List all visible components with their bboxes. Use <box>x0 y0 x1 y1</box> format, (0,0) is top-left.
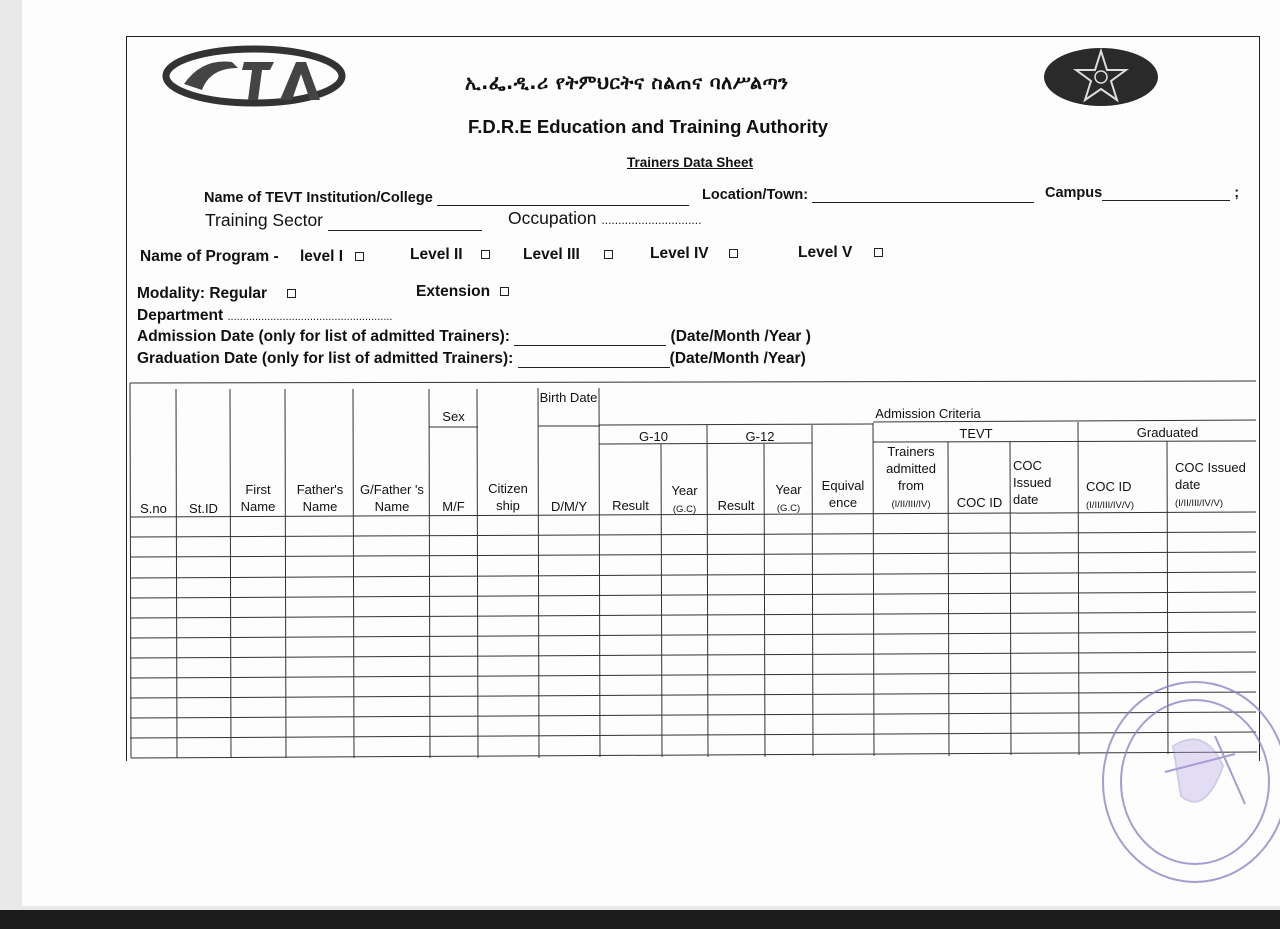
col-g10-year: Year (G.C) <box>671 483 698 515</box>
col-first-name: First Name <box>240 482 276 514</box>
admission-label: Admission Date (only for list of admitted Trainers): <box>137 328 510 345</box>
col-grad-coc-id: COC ID (I/II/III/IV/V) <box>1086 479 1135 511</box>
g10-header: G-10 <box>639 429 668 444</box>
col-tevt-coc-id: COC ID <box>956 495 1003 510</box>
col-g12-result: Result <box>717 498 755 513</box>
col-mf: M/F <box>442 499 465 514</box>
occupation-field[interactable]: .............................. <box>601 213 702 227</box>
col-tevt-coc-issued: COC Issued date <box>1013 458 1052 507</box>
institution-label: Name of TEVT Institution/College <box>204 190 433 206</box>
graduation-label: Graduation Date (only for list of admitted Trainers): <box>137 350 514 367</box>
title-english: F.D.R.E Education and Training Authority <box>468 116 829 137</box>
program-label: Name of Program - <box>140 248 279 265</box>
graduated-header: Graduated <box>1136 425 1199 440</box>
official-stamp <box>1095 676 1280 888</box>
tevt-header: TEVT <box>959 426 993 441</box>
g12-header: G-12 <box>745 429 775 444</box>
col-g10-result: Result <box>612 498 649 513</box>
col-equivalence: Equival ence <box>821 478 865 510</box>
campus-label: Campus <box>1045 185 1103 201</box>
location-label: Location/Town: <box>702 187 809 203</box>
admission-format: (Date/Month /Year ) <box>670 328 811 345</box>
graduation-format: (Date/Month /Year) <box>669 350 806 367</box>
col-stid: St.ID <box>189 501 218 516</box>
sheet-subtitle: Trainers Data Sheet <box>627 155 754 170</box>
sex-group-header: Sex <box>442 409 465 424</box>
col-grad-coc-issued: COC Issued date (I/II/III/IV/V) <box>1175 460 1246 509</box>
admission-criteria-header: Admission Criteria <box>875 406 981 421</box>
title-amharic: ኢ.ፌ.ዲ.ሪ የትምህርትና ስልጠና ባለሥልጣን <box>465 72 789 94</box>
col-trainers-admitted-from: Trainers admitted from (I/II/III/IV) <box>886 444 936 510</box>
department-label: Department <box>137 307 224 324</box>
level-5: Level V <box>798 244 883 262</box>
campus-end: ; <box>1234 185 1240 201</box>
col-father-name: Father's Name <box>296 482 344 514</box>
level-3: Level III <box>523 246 613 264</box>
occupation-label: Occupation <box>508 208 597 228</box>
sector-label: Training Sector <box>205 210 324 230</box>
col-sno: S.no <box>140 501 167 516</box>
col-dmy: D/M/Y <box>550 499 588 514</box>
level-1: level I <box>300 248 364 266</box>
col-citizenship: Citizen ship <box>488 481 528 513</box>
col-g12-year: Year (G.C) <box>775 482 802 514</box>
modality-label: Modality: Regular <box>137 285 268 302</box>
extension-label: Extension <box>416 283 491 300</box>
department-field[interactable]: ...................................................... <box>227 311 393 323</box>
level-2: Level II <box>410 246 490 264</box>
level-4: Level IV <box>650 245 738 263</box>
birth-date-group-header: Birth Date <box>539 390 598 405</box>
col-gfather-name: G/Father 's Name <box>360 482 424 514</box>
